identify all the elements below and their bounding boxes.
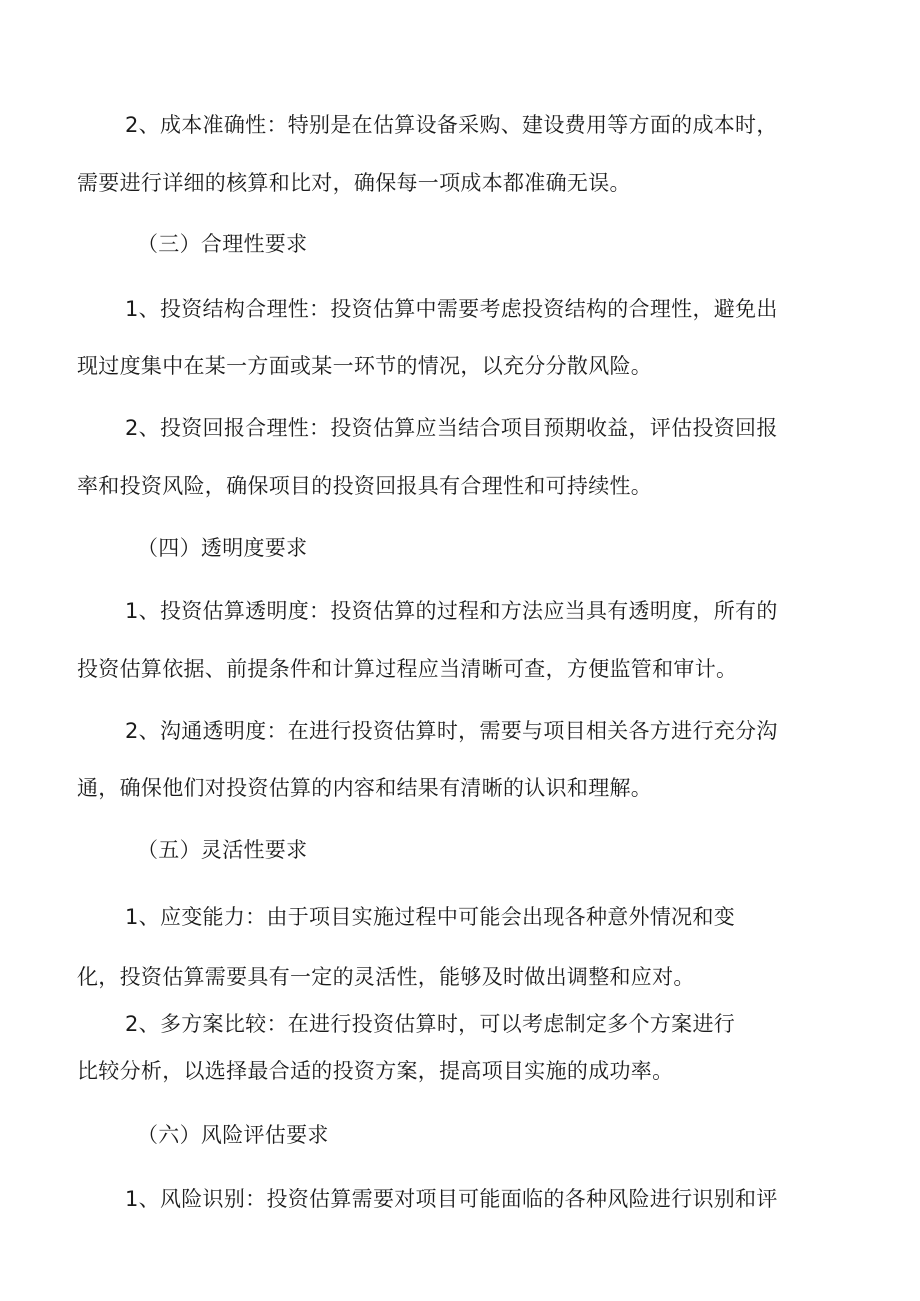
paragraph-line: 2、成本准确性：特别是在估算设备采购、建设费用等方面的成本时， xyxy=(125,113,778,137)
section-heading: （六）风险评估要求 xyxy=(137,1123,329,1147)
paragraph-line: 1、投资结构合理性：投资估算中需要考虑投资结构的合理性，避免出 xyxy=(125,297,778,321)
paragraph-line: 化，投资估算需要具有一定的灵活性，能够及时做出调整和应对。 xyxy=(77,965,695,989)
paragraph-line: 1、投资估算透明度：投资估算的过程和方法应当具有透明度，所有的 xyxy=(125,599,778,623)
paragraph-line: 率和投资风险，确保项目的投资回报具有合理性和可持续性。 xyxy=(77,474,653,498)
section-heading: （四）透明度要求 xyxy=(137,536,308,560)
paragraph-line: 比较分析，以选择最合适的投资方案，提高项目实施的成功率。 xyxy=(77,1059,674,1083)
paragraph-line: 2、沟通透明度：在进行投资估算时，需要与项目相关各方进行充分沟 xyxy=(125,719,778,743)
paragraph-line: 现过度集中在某一方面或某一环节的情况，以充分分散风险。 xyxy=(77,354,653,378)
paragraph-line: 投资估算依据、前提条件和计算过程应当清晰可查，方便监管和审计。 xyxy=(77,657,738,681)
paragraph-line: 1、风险识别：投资估算需要对项目可能面临的各种风险进行识别和评 xyxy=(125,1187,778,1211)
paragraph-line: 需要进行详细的核算和比对，确保每一项成本都准确无误。 xyxy=(77,171,631,195)
paragraph-line: 2、多方案比较：在进行投资估算时，可以考虑制定多个方案进行 xyxy=(125,1012,736,1036)
paragraph-line: 通，确保他们对投资估算的内容和结果有清晰的认识和理解。 xyxy=(77,776,653,800)
paragraph-line: 2、投资回报合理性：投资估算应当结合项目预期收益，评估投资回报 xyxy=(125,416,778,440)
section-heading: （五）灵活性要求 xyxy=(137,838,308,862)
paragraph-line: 1、应变能力：由于项目实施过程中可能会出现各种意外情况和变 xyxy=(125,905,736,929)
section-heading: （三）合理性要求 xyxy=(137,232,308,256)
